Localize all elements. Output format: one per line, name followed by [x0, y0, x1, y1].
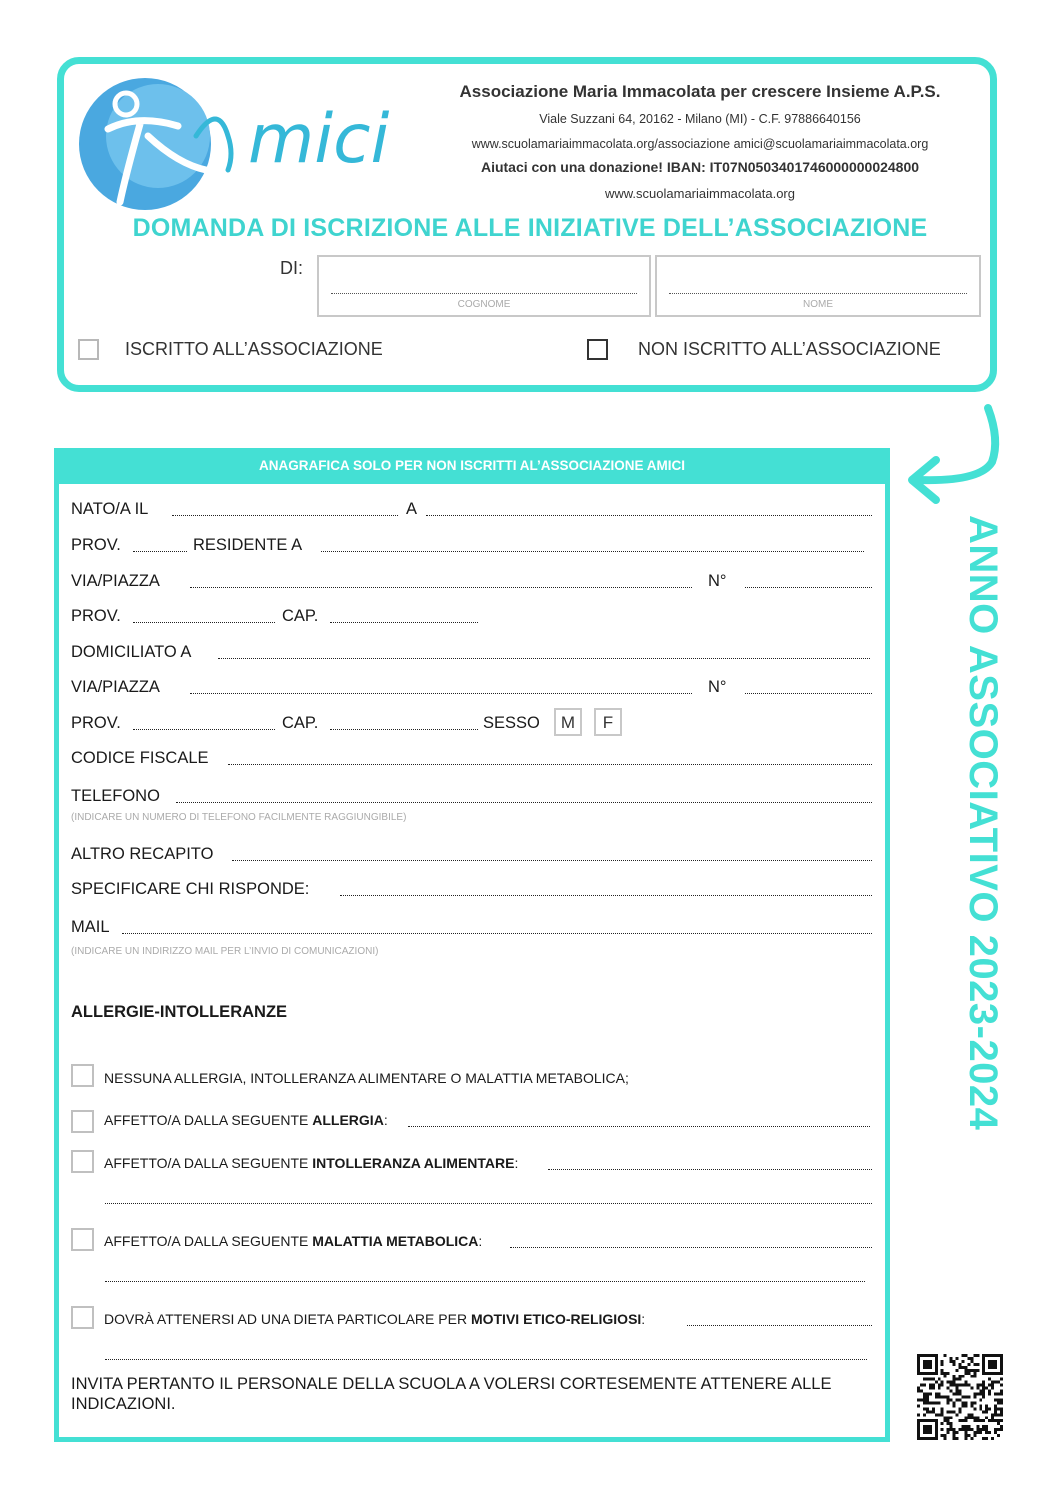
firstname-field[interactable]: [655, 255, 981, 317]
mail-field[interactable]: [122, 933, 872, 934]
section-title: ANAGRAFICA SOLO PER NON ISCRITTI AL’ASSOCIAZIONE AMICI: [54, 448, 890, 484]
tax-code-field[interactable]: [228, 764, 872, 765]
org-address: Viale Suzzani 64, 20162 - Milano (MI) - C.F. 97886640156: [539, 112, 861, 126]
no-allergy-label: NESSUNA ALLERGIA, INTOLLERANZA ALIMENTARE O MALATTIA METABOLICA;: [104, 1070, 629, 1086]
cap-field[interactable]: [330, 622, 478, 623]
firstname-line: [669, 293, 967, 294]
resident-field[interactable]: [321, 551, 864, 552]
domicile-field[interactable]: [218, 658, 870, 659]
diet-checkbox[interactable]: [71, 1306, 94, 1329]
registry-frame: [54, 448, 890, 1442]
nonmember-checkbox[interactable]: [587, 339, 608, 360]
born-at-label: A: [406, 500, 418, 518]
tax-code-label: CODICE FISCALE: [71, 749, 209, 767]
street-label: VIA/PIAZZA: [71, 678, 160, 696]
di-label: DI:: [280, 258, 304, 278]
nonmember-label: NON ISCRITTO ALL’ASSOCIAZIONE: [638, 339, 941, 359]
street-field[interactable]: [190, 587, 692, 588]
diet-field[interactable]: [687, 1325, 872, 1326]
form-title: DOMANDA DI ISCRIZIONE ALLE INIZIATIVE DELL’ASSOCIAZIONE: [132, 214, 928, 242]
cap-label: CAP.: [282, 607, 319, 625]
org-iban: Aiutaci con una donazione! IBAN: IT07N0503401746000000024800: [480, 159, 920, 175]
phone-label: TELEFONO: [71, 787, 160, 805]
closing-statement: INVITA PERTANTO IL PERSONALE DELLA SCUOLA A VOLERSI CORTESEMENTE ATTENERE ALLE INDICAZIONI.: [71, 1375, 832, 1413]
phone-field[interactable]: [176, 802, 872, 803]
intolerance-label: AFFETTO/A DALLA SEGUENTE INTOLLERANZA ALIMENTARE:: [104, 1155, 519, 1171]
metabolic-field-2[interactable]: [105, 1281, 865, 1282]
allergy-checkbox[interactable]: [71, 1110, 94, 1133]
metabolic-field[interactable]: [510, 1247, 872, 1248]
metabolic-label: AFFETTO/A DALLA SEGUENTE MALATTIA METABOLICA:: [104, 1233, 483, 1249]
svg-text:mici: mici: [248, 100, 390, 179]
who-answers-field[interactable]: [340, 895, 872, 896]
number-label: N°: [708, 572, 727, 590]
org-name: Associazione Maria Immacolata per crescere Insieme A.P.S.: [459, 82, 941, 101]
surname-field[interactable]: [317, 255, 651, 317]
member-label: ISCRITTO ALL’ASSOCIAZIONE: [125, 339, 383, 359]
diet-field-2[interactable]: [105, 1359, 867, 1360]
mail-label: MAIL: [71, 918, 110, 936]
sex-m-box[interactable]: M: [554, 708, 582, 736]
prov-label: PROV.: [71, 607, 121, 625]
allergy-label: AFFETTO/A DALLA SEGUENTE ALLERGIA:: [104, 1112, 388, 1128]
mail-hint: (INDICARE UN INDIRIZZO MAIL PER L’INVIO DI COMUNICAZIONI): [71, 946, 379, 957]
intolerance-field-2[interactable]: [105, 1203, 872, 1204]
year-label: ANNO ASSOCIATIVO 2023-2024: [961, 515, 1005, 1131]
firstname-caption: NOME: [803, 299, 833, 310]
prov-field[interactable]: [133, 729, 275, 730]
cap-field[interactable]: [330, 729, 478, 730]
who-answers-label: SPECIFICARE CHI RISPONDE:: [71, 880, 310, 898]
street-field[interactable]: [190, 693, 692, 694]
surname-line: [331, 293, 637, 294]
prov-label: PROV.: [71, 714, 121, 732]
org-site: www.scuolamariaimmacolata.org: [604, 186, 795, 201]
number-label: N°: [708, 678, 727, 696]
curved-arrow-icon: [900, 400, 1010, 510]
allergy-heading: ALLERGIE-INTOLLERANZE: [71, 1003, 288, 1021]
street-label: VIA/PIAZZA: [71, 572, 160, 590]
diet-label: DOVRÀ ATTENERSI AD UNA DIETA PARTICOLARE PER MOTIVI ETICO-RELIGIOSI:: [104, 1311, 646, 1327]
number-field[interactable]: [745, 693, 872, 694]
cap-label: CAP.: [282, 714, 319, 732]
phone-hint: (INDICARE UN NUMERO DI TELEFONO FACILMENTE RAGGIUNGIBILE): [71, 812, 407, 823]
sex-label: SESSO: [483, 714, 540, 732]
prov-field[interactable]: [133, 551, 187, 552]
amici-logo: [78, 74, 408, 214]
number-field[interactable]: [745, 587, 872, 588]
born-place-field[interactable]: [426, 515, 872, 516]
resident-label: RESIDENTE A: [193, 536, 303, 554]
domicile-label: DOMICILIATO A: [71, 643, 192, 661]
intolerance-checkbox[interactable]: [71, 1150, 94, 1173]
born-date-field[interactable]: [172, 515, 398, 516]
no-allergy-checkbox[interactable]: [71, 1064, 94, 1087]
prov-field[interactable]: [133, 622, 275, 623]
metabolic-checkbox[interactable]: [71, 1228, 94, 1251]
sex-f-box[interactable]: F: [594, 708, 622, 736]
member-checkbox[interactable]: [78, 339, 99, 360]
org-web-mail: www.scuolamariaimmacolata.org/associazione amici@scuolamariaimmacolata.org: [471, 137, 929, 151]
surname-caption: COGNOME: [457, 299, 511, 310]
intolerance-field[interactable]: [548, 1169, 872, 1170]
qr-code: [917, 1354, 1003, 1440]
allergy-field[interactable]: [408, 1126, 870, 1127]
born-label: NATO/A IL: [71, 500, 149, 518]
other-contact-label: ALTRO RECAPITO: [71, 845, 214, 863]
prov-label: PROV.: [71, 536, 121, 554]
other-contact-field[interactable]: [232, 860, 872, 861]
